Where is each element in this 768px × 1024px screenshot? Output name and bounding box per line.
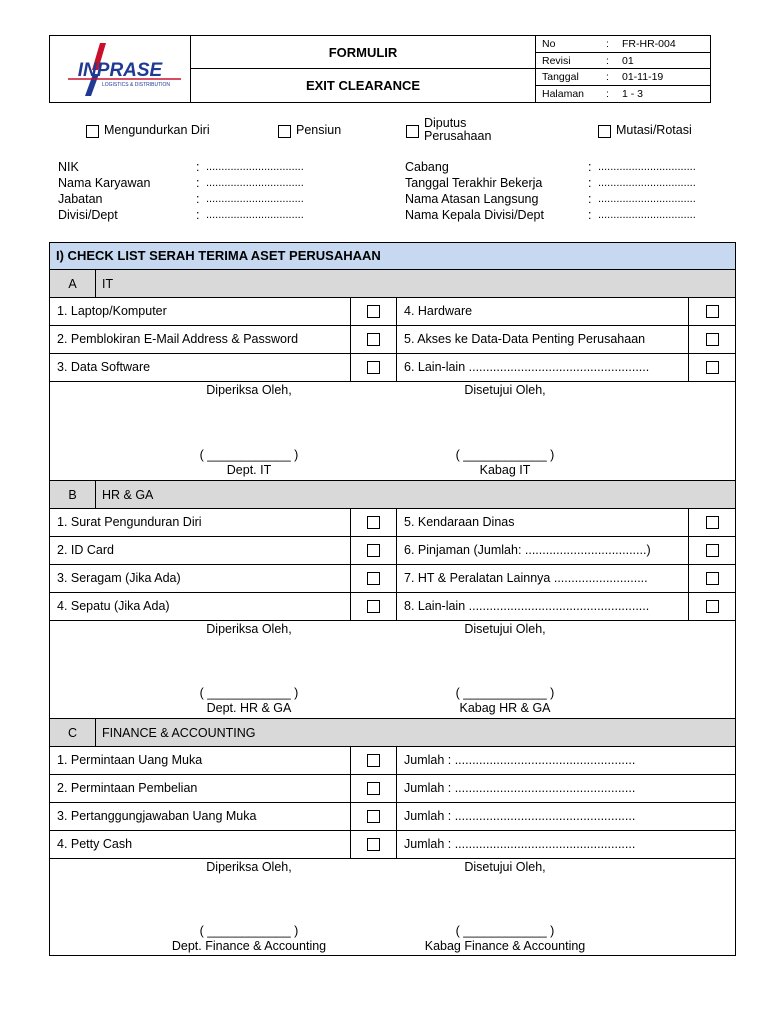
checkbox[interactable] bbox=[367, 305, 380, 318]
field-jabatan: Jabatan : ................................ bbox=[58, 192, 304, 206]
table-row: 4. Sepatu (Jika Ada) 8. Lain-lain .................................................... bbox=[50, 593, 735, 621]
checkbox[interactable] bbox=[706, 516, 719, 529]
checklist-table bbox=[49, 242, 736, 956]
company-logo bbox=[50, 36, 191, 102]
checkbox[interactable] bbox=[278, 125, 291, 138]
employee-info-right bbox=[405, 160, 735, 224]
category-hr-ga: B HR & GA bbox=[50, 481, 735, 509]
field-nik: NIK : ................................ bbox=[58, 160, 304, 174]
checkbox[interactable] bbox=[406, 125, 419, 138]
category-it: A IT bbox=[50, 270, 735, 298]
table-row: 1. Permintaan Uang Muka Jumlah : .................................................... bbox=[50, 747, 735, 775]
table-row: 1. Surat Pengunduran Diri 5. Kendaraan Dinas bbox=[50, 509, 735, 537]
option-pensiun[interactable]: Pensiun bbox=[278, 123, 341, 138]
form-title: FORMULIR bbox=[191, 36, 535, 69]
meta-no: No : FR-HR-004 bbox=[536, 36, 710, 53]
checkbox[interactable] bbox=[706, 572, 719, 585]
option-diputus-perusahaan[interactable]: Diputus Perusahaan bbox=[406, 117, 491, 143]
logo-brand-text: INPRASE bbox=[77, 60, 163, 81]
table-row: 3. Data Software 6. Lain-lain .................................................... bbox=[50, 354, 735, 382]
signature-block-it: Diperiksa Oleh, Disetujui Oleh, ( ____________ ) ( ____________ ) Dept. IT Kabag IT bbox=[50, 382, 735, 481]
checkbox[interactable] bbox=[367, 600, 380, 613]
category-finance: C FINANCE & ACCOUNTING bbox=[50, 719, 735, 747]
field-tanggal-terakhir: Tanggal Terakhir Bekerja : ................................ bbox=[405, 176, 696, 190]
checkbox[interactable] bbox=[367, 572, 380, 585]
section-title: I) CHECK LIST SERAH TERIMA ASET PERUSAHAAN bbox=[50, 243, 735, 270]
checkbox[interactable] bbox=[706, 333, 719, 346]
employee-info-left bbox=[58, 160, 348, 224]
table-row: 3. Pertanggungjawaban Uang Muka Jumlah : .................................................... bbox=[50, 803, 735, 831]
field-kepala-divisi: Nama Kepala Divisi/Dept : ................................ bbox=[405, 208, 696, 222]
table-row: 4. Petty Cash Jumlah : .................................................... bbox=[50, 831, 735, 859]
checkbox[interactable] bbox=[367, 838, 380, 851]
signature-block-finance: Diperiksa Oleh, Disetujui Oleh, ( ____________ ) ( ____________ ) Dept. Finance & Accounting Kabag Finance & Accounting bbox=[171, 860, 586, 953]
field-divisi: Divisi/Dept : ................................ bbox=[58, 208, 304, 222]
option-mengundurkan-diri[interactable]: Mengundurkan Diri bbox=[86, 123, 210, 138]
form-subtitle: EXIT CLEARANCE bbox=[305, 78, 421, 93]
field-nama-karyawan: Nama Karyawan : ................................ bbox=[58, 176, 304, 190]
field-atasan: Nama Atasan Langsung : ................................ bbox=[405, 192, 696, 206]
meta-revisi: Revisi : 01 bbox=[536, 53, 710, 70]
checkbox[interactable] bbox=[367, 544, 380, 557]
table-row: 2. Permintaan Pembelian Jumlah : .................................................... bbox=[50, 775, 735, 803]
signature-block-hr-ga: Diperiksa Oleh, Disetujui Oleh, ( ____________ ) ( ____________ ) Dept. HR & GA Kabag HR & GA bbox=[50, 621, 735, 719]
table-row: 2. ID Card 6. Pinjaman (Jumlah: ...................................) bbox=[50, 537, 735, 565]
checkbox[interactable] bbox=[706, 544, 719, 557]
checkbox[interactable] bbox=[86, 125, 99, 138]
checkbox[interactable] bbox=[367, 516, 380, 529]
field-cabang: Cabang : ................................ bbox=[405, 160, 696, 174]
checkbox[interactable] bbox=[367, 810, 380, 823]
checkbox[interactable] bbox=[706, 600, 719, 613]
checkbox[interactable] bbox=[367, 782, 380, 795]
meta-tanggal: Tanggal : 01-11-19 bbox=[536, 69, 710, 86]
inprase-logo-icon bbox=[50, 36, 191, 102]
form-header bbox=[49, 35, 711, 103]
logo-tagline: LOGISTICS & DISTRIBUTION bbox=[101, 82, 171, 88]
checkbox[interactable] bbox=[598, 125, 611, 138]
table-row: 1. Laptop/Komputer 4. Hardware bbox=[50, 298, 735, 326]
option-mutasi-rotasi[interactable]: Mutasi/Rotasi bbox=[598, 123, 692, 138]
table-row: 2. Pemblokiran E-Mail Address & Password 5. Akses ke Data-Data Penting Perusahaan bbox=[50, 326, 735, 354]
table-row: 3. Seragam (Jika Ada) 7. HT & Peralatan Lainnya ........................... bbox=[50, 565, 735, 593]
meta-halaman: Halaman : 1 - 3 bbox=[542, 87, 644, 100]
checkbox[interactable] bbox=[367, 754, 380, 767]
checkbox[interactable] bbox=[706, 305, 719, 318]
checkbox[interactable] bbox=[706, 361, 719, 374]
checkbox[interactable] bbox=[367, 333, 380, 346]
checkbox[interactable] bbox=[367, 361, 380, 374]
